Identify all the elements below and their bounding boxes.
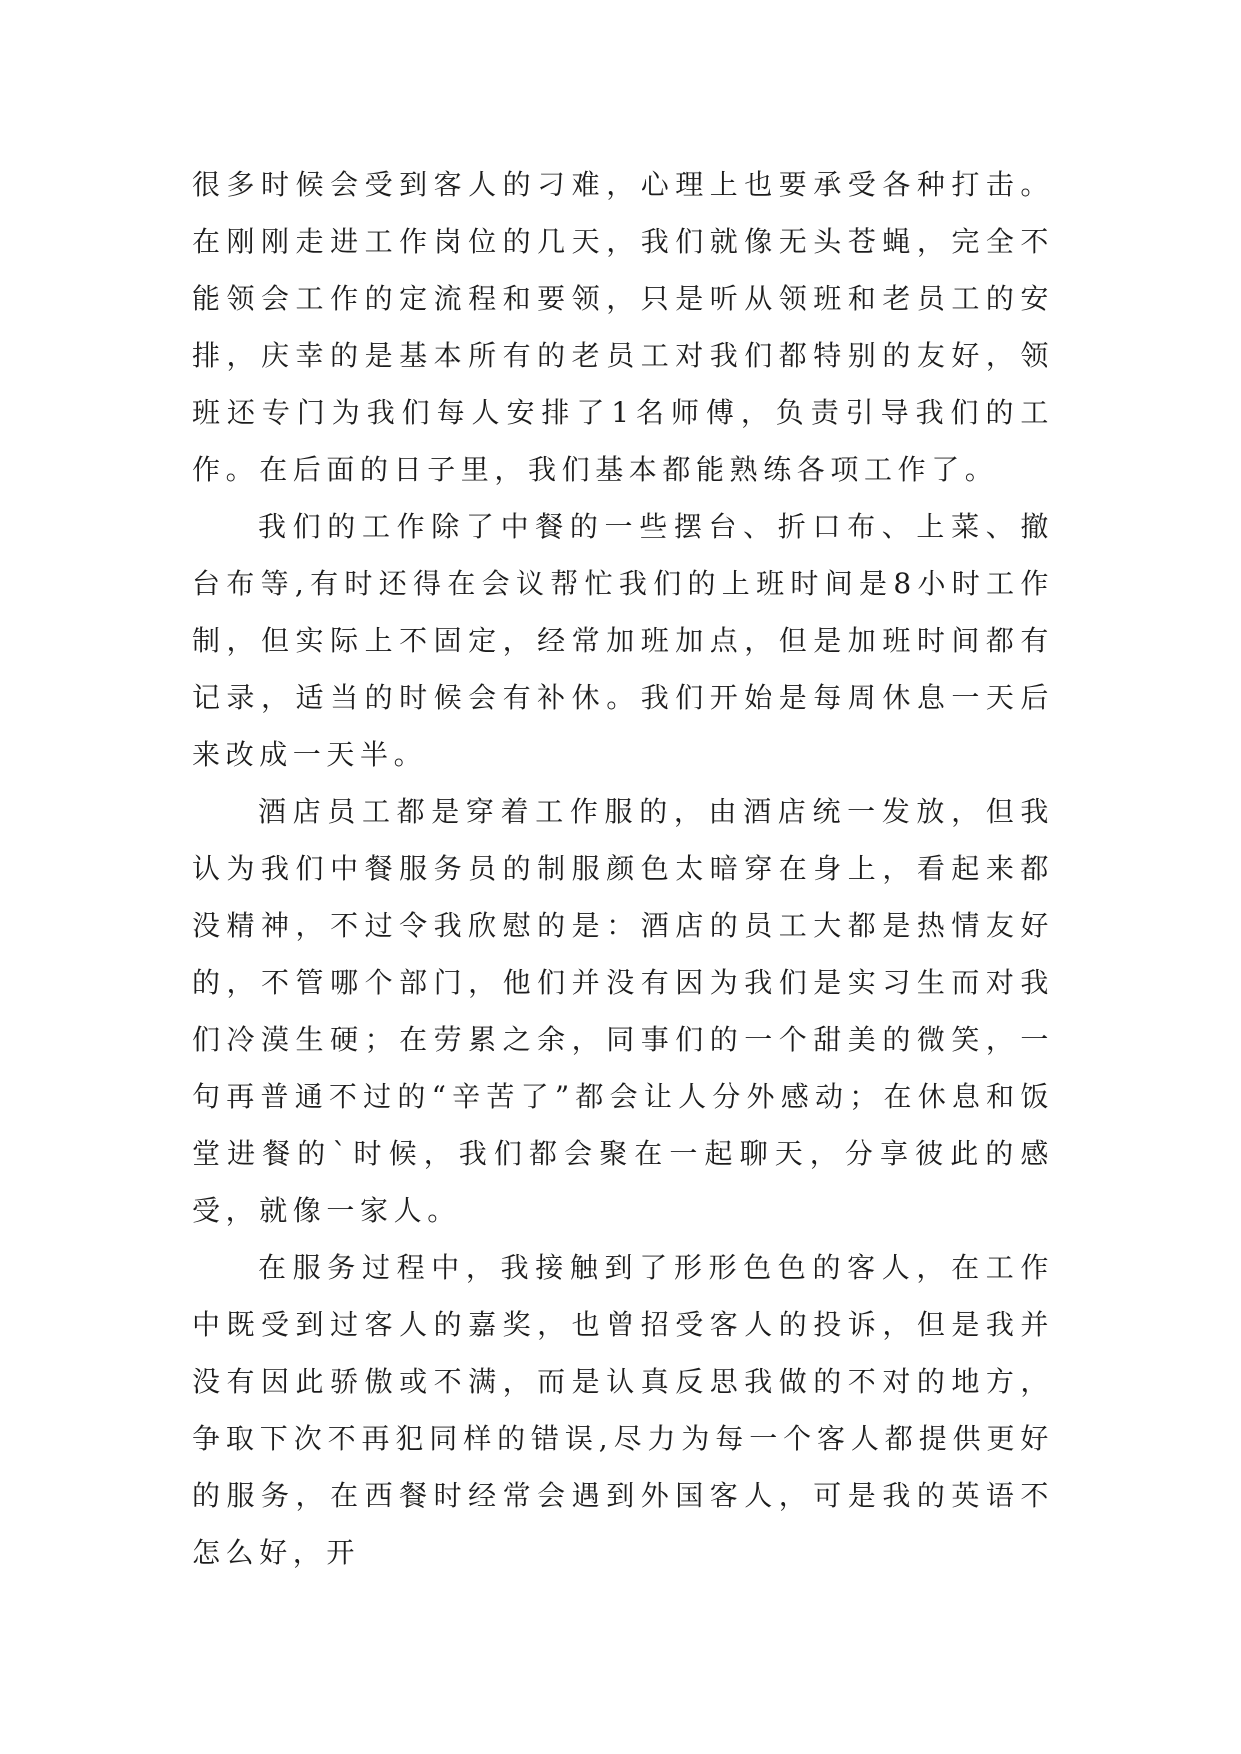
paragraph-4: 在服务过程中，我接触到了形形色色的客人，在工作中既受到过客人的嘉奖，也曾招受客人的投诉，但是我并没有因此骄傲或不满，而是认真反思我做的不对的地方，争取下次不再犯同样的错误,尽力为每一个客人都提供更好的服务，在西餐时经常会遇到外国客人，可是我的英语不怎么好，开 bbox=[192, 1251, 1054, 1569]
paragraph-1: 很多时候会受到客人的刁难，心理上也要承受各种打击。在刚刚走进工作岗位的几天，我们就像无头苍蝇，完全不能领会工作的定流程和要领，只是听从领班和老员工的安排，庆幸的是基本所有的老员工对我们都特别的友好，领班还专门为我们每人安排了1名师傅，负责引导我们的工作。在后面的日子里，我们基本都能熟练各项工作了。 bbox=[192, 168, 1054, 486]
document-body bbox=[192, 156, 1054, 1581]
paragraph-3: 酒店员工都是穿着工作服的，由酒店统一发放，但我认为我们中餐服务员的制服颜色太暗穿在身上，看起来都没精神，不过令我欣慰的是：酒店的员工大都是热情友好的，不管哪个部门，他们并没有因为我们是实习生而对我们冷漠生硬；在劳累之余，同事们的一个甜美的微笑，一句再普通不过的“辛苦了”都会让人分外感动；在休息和饭堂进餐的`时候，我们都会聚在一起聊天，分享彼此的感受，就像一家人。 bbox=[192, 795, 1054, 1227]
paragraph-2: 我们的工作除了中餐的一些摆台、折口布、上菜、撤台布等,有时还得在会议帮忙我们的上班时间是8小时工作制，但实际上不固定，经常加班加点，但是加班时间都有记录，适当的时候会有补休。我们开始是每周休息一天后来改成一天半。 bbox=[192, 510, 1054, 771]
